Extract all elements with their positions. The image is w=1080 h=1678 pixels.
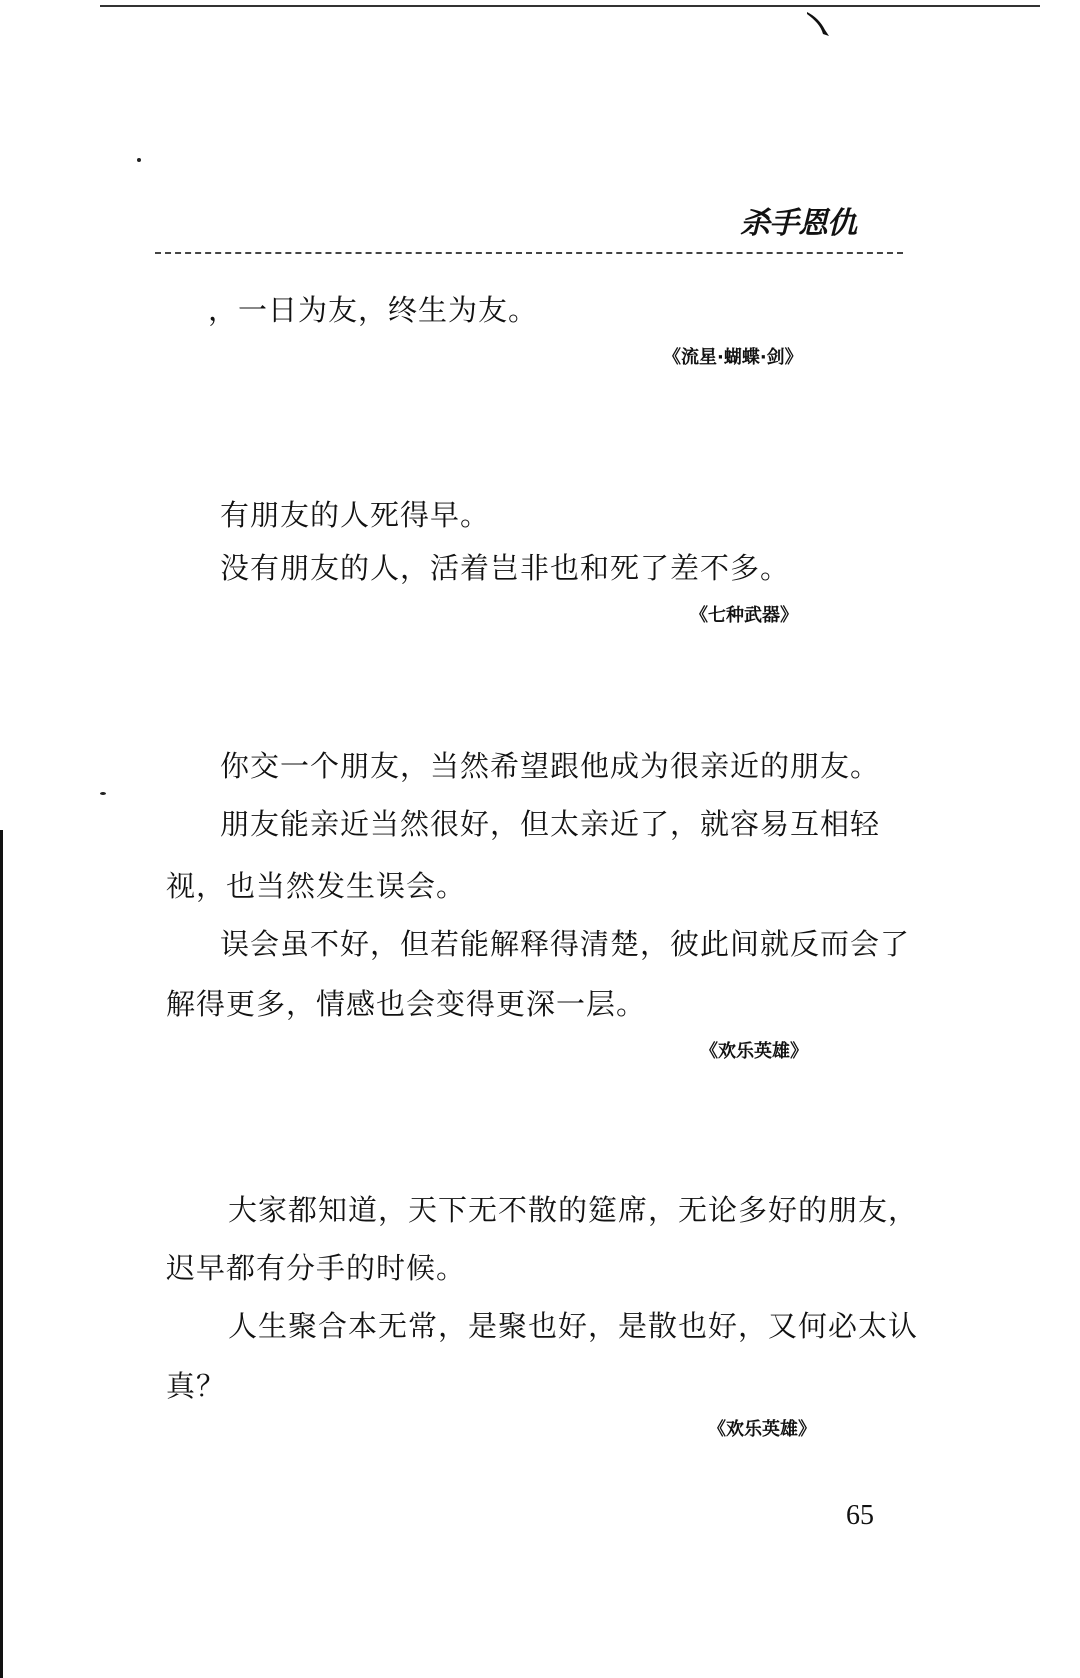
ink-mark-icon — [805, 10, 831, 38]
quote-1-source: 《流星·蝴蝶·剑》 — [663, 347, 803, 368]
quote-2-line-1: 有朋友的人死得早。 — [220, 498, 491, 532]
scan-speck — [100, 792, 106, 795]
running-header-title: 杀手恩仇 — [740, 206, 856, 241]
quote-3-line-2: 朋友能亲近当然很好，但太亲近了，就容易互相轻 — [220, 807, 881, 841]
quote-4-line-4: 真？ — [166, 1369, 227, 1403]
quote-1-line-1: ，一日为友，终生为友。 — [208, 293, 539, 327]
quote-4-line-1: 大家都知道，天下无不散的筵席，无论多好的朋友， — [228, 1193, 919, 1227]
header-rule — [155, 252, 903, 254]
quote-4-line-3: 人生聚合本无常，是聚也好，是散也好，又何必太认 — [228, 1309, 919, 1343]
quote-3-line-4: 误会虽不好，但若能解释得清楚，彼此间就反而会了 — [220, 927, 911, 961]
page-edge-line — [100, 5, 1040, 7]
quote-3-line-1: 你交一个朋友，当然希望跟他成为很亲近的朋友。 — [220, 749, 881, 783]
quote-3-line-3: 视，也当然发生误会。 — [166, 869, 467, 903]
quote-3-line-5: 解得更多，情感也会变得更深一层。 — [166, 987, 647, 1021]
quote-4-line-2: 迟早都有分手的时候。 — [166, 1251, 467, 1285]
quote-2-source: 《七种武器》 — [690, 605, 798, 626]
quote-2-line-2: 没有朋友的人，活着岂非也和死了差不多。 — [220, 551, 791, 585]
page-number: 65 — [846, 1500, 874, 1531]
page-edge-line-left — [0, 830, 3, 1678]
quote-3-source: 《欢乐英雄》 — [700, 1041, 808, 1062]
quote-4-source: 《欢乐英雄》 — [708, 1419, 816, 1440]
scan-speck — [137, 158, 141, 162]
